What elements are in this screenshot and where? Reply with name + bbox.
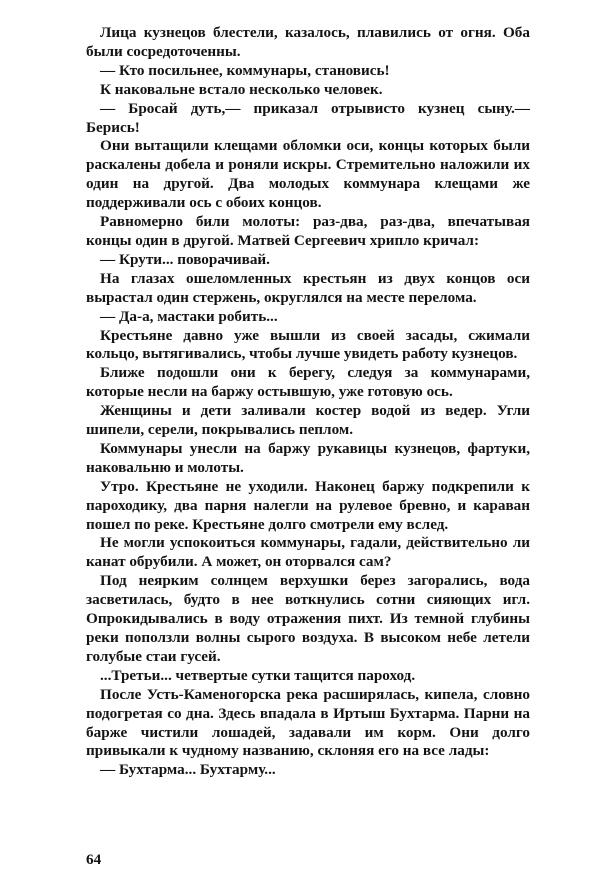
paragraph: — Бросай дуть,— приказал отрывисто кузнец сыну.— Берись! <box>86 99 530 136</box>
paragraph: — Бухтарма... Бухтарму... <box>100 761 276 779</box>
paragraph: На глазах ошеломленных крестьян из двух концов оси вырастал один стержень, округлялся на месте перелома. <box>86 269 530 306</box>
paragraph: Под неярким солнцем верхушки берез загорались, вода засветилась, будто в нее воткнулись сотни сияющих игл. Опрокидывались в воду отражения пихт. Из темной глубины реки поползли волны сырого воздуха. В высоком небе летели голубые стаи гусей. <box>86 572 530 665</box>
paragraph: Женщины и дети заливали костер водой из ведер. Угли шипели, серели, покрывались пеплом. <box>86 402 530 439</box>
paragraph: — Да-а, мастаки робить... <box>100 307 278 325</box>
page-number: 64 <box>86 851 102 868</box>
paragraph: К наковальне встало несколько человек. <box>100 80 383 98</box>
paragraph: Утро. Крестьяне не уходили. Наконец баржу подкрепили к пароходику, два парня налегли на рулевое бревно, и караван пошел по реке. Крестьяне долго смотрели ему вслед. <box>86 477 530 533</box>
paragraph: После Усть-Каменогорска река расширялась, кипела, словно подогретая со дна. Здесь впадала в Иртыш Бухтарма. Парни на барже чистили лошадей, задавали им корм. Они долго привыкали к чудному названию, склоняя его на все лады: <box>86 685 530 760</box>
paragraph: Крестьяне давно уже вышли из своей засады, сжимали кольцо, вытягивались, чтобы лучше увидеть работу кузнецов. <box>86 326 530 363</box>
paragraph: — Кто посильнее, коммунары, становись! <box>100 61 390 79</box>
paragraph: Лица кузнецов блестели, казалось, плавились от огня. Оба были сосредоточенны. <box>86 24 530 60</box>
paragraph: Равномерно били молоты: раз-два, раз-два, впечатывая концы один в другой. Матвей Сергеевич хрипло кричал: <box>86 213 530 249</box>
paragraph: Они вытащили клещами обломки оси, концы которых были раскалены добела и роняли искры. Стремительно наложили их один на другой. Два молодых коммунара клещами же поддерживали ось с обоих концов. <box>86 137 530 212</box>
page-text <box>86 24 530 780</box>
paragraph: Коммунары унесли на баржу рукавицы кузнецов, фартуки, наковальню и молоты. <box>86 439 530 476</box>
paragraph: Ближе подошли они к берегу, следуя за коммунарами, которые несли на баржу остывшую, уже готовую ось. <box>86 364 530 401</box>
paragraph: Не могли успокоиться коммунары, гадали, действительно ли канат обрубили. А может, он оторвался сам? <box>86 534 530 571</box>
paragraph: ...Третьи... четвертые сутки тащится пароход. <box>100 666 416 684</box>
paragraph: — Крути... поворачивай. <box>100 250 270 268</box>
